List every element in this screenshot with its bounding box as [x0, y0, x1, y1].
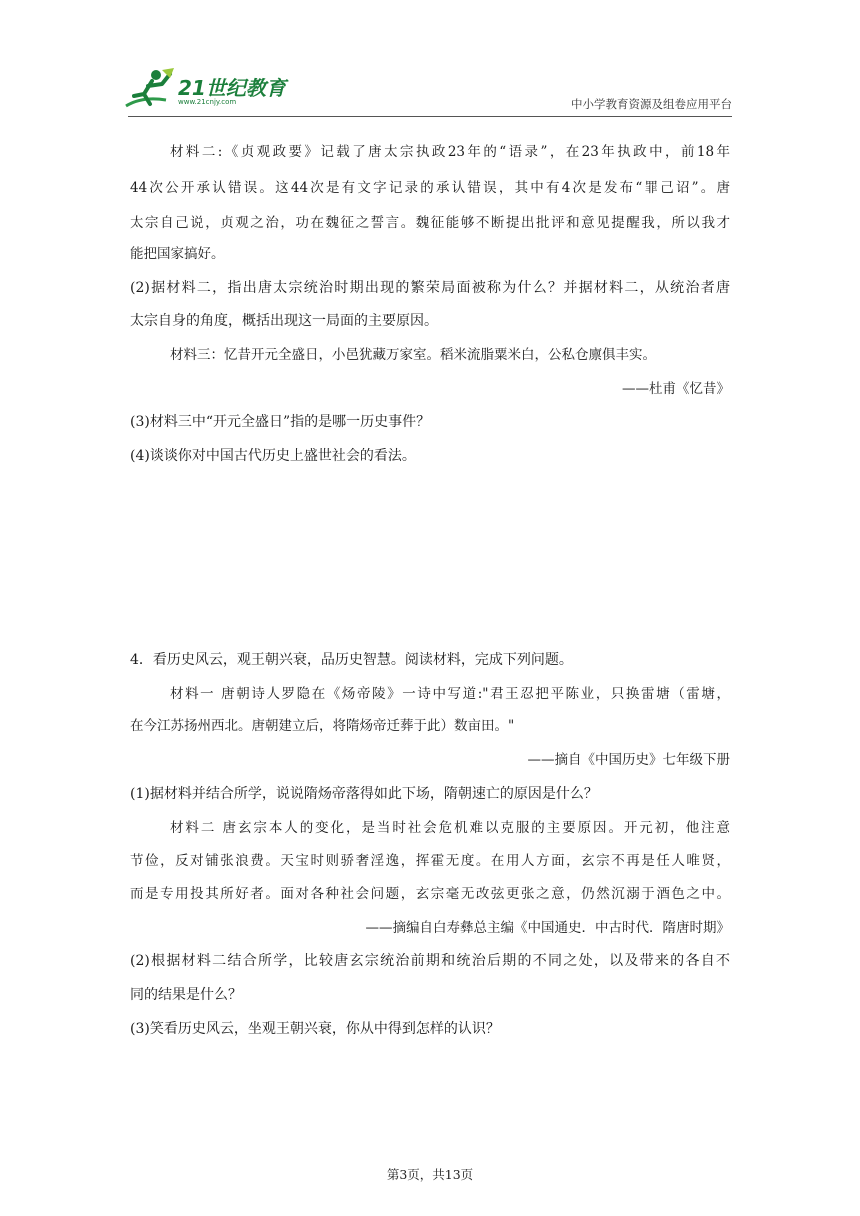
- page-header: [0, 0, 860, 120]
- q4-question-1: (1)据材料并结合所学，说说隋炀帝落得如此下场，隋朝速亡的原因是什么？: [130, 786, 598, 802]
- material-3-text: 材料三：忆昔开元全盛日，小邑犹藏万家室。稻米流脂粟米白，公私仓廪俱丰实。: [170, 347, 656, 363]
- question-3-text: (3)材料三中“开元全盛日”指的是哪一历史事件？: [130, 414, 431, 430]
- material-2-line: 太宗自己说，贞观之治，功在魏征之誓言。魏征能够不断提出批评和意见提醒我，所以我才: [130, 215, 730, 231]
- logo-text: 21世纪教育: [178, 76, 286, 100]
- running-figure-logo-icon: [122, 66, 178, 114]
- logo-url: www.21cnjy.com: [178, 98, 237, 106]
- q4-material-1-source: ——摘自《中国历史》七年级下册: [527, 752, 730, 768]
- question-4-title: 4．看历史风云，观王朝兴衰，品历史智慧。阅读材料，完成下列问题。: [130, 652, 573, 668]
- q4-material-1-line: 在今江苏扬州西北。唐朝建立后，将隋炀帝迁葬于此）数亩田。": [130, 718, 515, 734]
- q4-material-2-line: 而是专用投其所好者。面对各种社会问题，玄宗毫无改弦更张之意，仍然沉溺于酒色之中。: [130, 886, 730, 902]
- material-3-source: ——杜甫《忆昔》: [622, 381, 730, 397]
- q4-question-2-line: 同的结果是什么？: [130, 987, 242, 1003]
- question-2-line: (2)据材料二，指出唐太宗统治时期出现的繁荣局面被称为什么？并据材料二，从统治者唐: [130, 280, 730, 296]
- material-2-line: 能把国家搞好。: [130, 246, 225, 262]
- q4-material-2-line: 材料二 唐玄宗本人的变化，是当时社会危机难以克服的主要原因。开元初，他注意: [170, 820, 730, 836]
- page-number: 第3页，共13页: [386, 1167, 474, 1182]
- q4-material-2-line: 节俭，反对铺张浪费。天宝时则骄奢淫逸，挥霍无度。在用人方面，玄宗不再是任人唯贤，: [130, 853, 730, 869]
- question-2-line: 太宗自身的角度，概括出现这一局面的主要原因。: [130, 313, 438, 329]
- material-2-line: 材料二:《贞观政要》记载了唐太宗执政23年的“语录”，在23年执政中，前18年: [170, 144, 730, 160]
- site-logo: [122, 66, 292, 114]
- q4-material-2-source: ——摘编自白寿彝总主编《中国通史．中古时代．隋唐时期》: [365, 920, 730, 936]
- q4-question-2-line: (2)根据材料二结合所学，比较唐玄宗统治前期和统治后期的不同之处，以及带来的各自不: [130, 953, 730, 969]
- q4-material-1-line: 材料一 唐朝诗人罗隐在《炀帝陵》一诗中写道:"君王忍把平陈业，只换雷塘（雷塘，: [170, 686, 730, 702]
- material-2-line: 44次公开承认错误。这44次是有文字记录的承认错误，其中有4次是发布“罪己诏”。唐: [130, 180, 730, 196]
- question-4-text: (4)谈谈你对中国古代历史上盛世社会的看法。: [130, 448, 416, 464]
- platform-name: 中小学教育资源及组卷应用平台: [571, 97, 732, 111]
- header-divider: [128, 116, 732, 117]
- q4-question-3: (3)笑看历史风云，坐观王朝兴衰，你从中得到怎样的认识？: [130, 1021, 500, 1037]
